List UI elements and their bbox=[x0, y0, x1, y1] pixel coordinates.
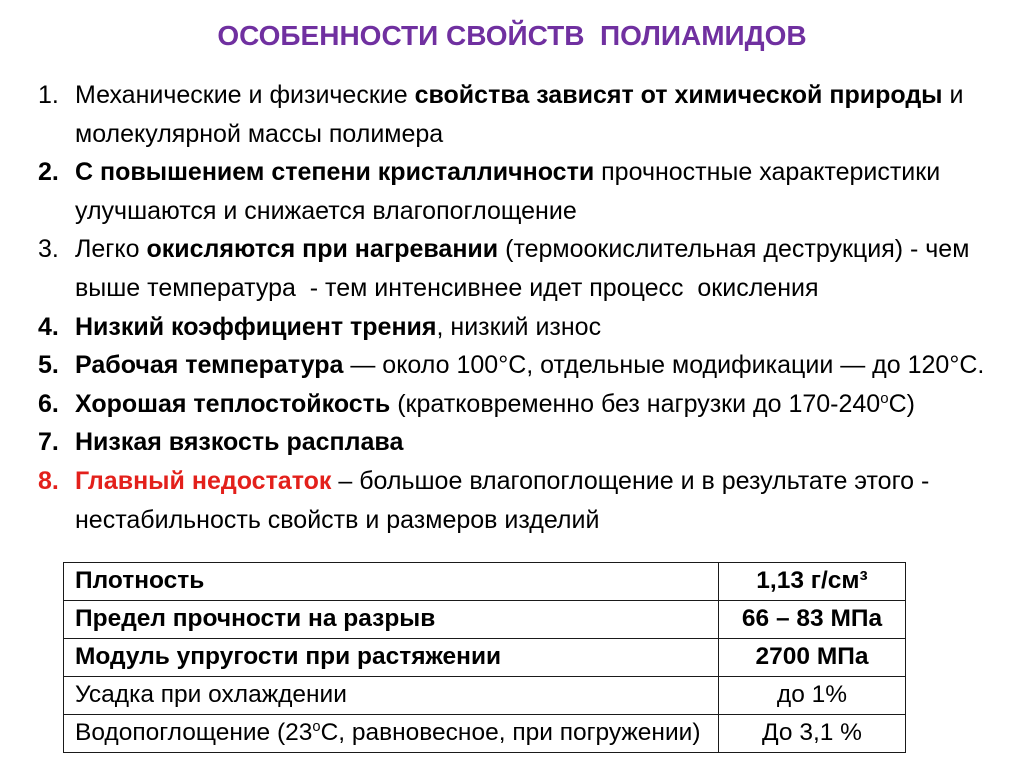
list-emphasis: Низкий коэффициент трения bbox=[75, 312, 437, 341]
list-number: 6. bbox=[38, 389, 59, 418]
list-number: 5. bbox=[38, 351, 59, 380]
list-line bbox=[75, 230, 1024, 269]
property-name: Усадка при охлаждении bbox=[75, 681, 347, 709]
list-text: Механические и физические bbox=[75, 81, 415, 109]
property-name: Водопоглощение (23 bbox=[75, 719, 313, 747]
table-row bbox=[64, 639, 906, 677]
property-value: До 3,1 % bbox=[762, 719, 862, 747]
list-number: 7. bbox=[38, 428, 59, 457]
property-name-cell bbox=[64, 715, 719, 753]
list-line bbox=[75, 76, 1024, 115]
list-line bbox=[75, 192, 1024, 231]
list-line bbox=[75, 269, 1024, 308]
list-text: Легко bbox=[75, 235, 147, 264]
list-item-2 bbox=[0, 153, 1024, 230]
list-item-4 bbox=[0, 308, 1024, 347]
list-text: (кратковременно без нагрузки до 170-240 bbox=[390, 389, 881, 418]
list-line bbox=[75, 385, 1024, 424]
list-line bbox=[75, 346, 1024, 385]
property-value: 1,13 г/см³ bbox=[756, 567, 868, 595]
property-name: Предел прочности на разрыв bbox=[75, 605, 436, 633]
list-emphasis: свойства зависят от химической природы bbox=[414, 81, 943, 109]
property-name: Плотность bbox=[75, 567, 205, 595]
table-row bbox=[64, 601, 906, 639]
list-emphasis: Хорошая теплостойкость bbox=[75, 389, 391, 418]
property-value-cell bbox=[719, 601, 906, 639]
list-emphasis: Рабочая температура bbox=[75, 351, 344, 380]
list-number: 3. bbox=[38, 235, 59, 264]
list-emphasis: С повышением степени кристалличности bbox=[75, 158, 595, 187]
list-line bbox=[75, 423, 1024, 462]
list-text: улучшаются и снижается влагопоглощение bbox=[75, 196, 577, 225]
list-line bbox=[75, 308, 1024, 347]
list-number: 2. bbox=[38, 158, 59, 187]
degree-mark: о bbox=[312, 719, 321, 736]
list-item-8 bbox=[0, 462, 1024, 539]
list-item-1 bbox=[0, 76, 1024, 153]
list-line bbox=[75, 153, 1024, 192]
list-item-7 bbox=[0, 423, 1024, 462]
slide-title: ОСОБЕННОСТИ СВОЙСТВ ПОЛИАМИДОВ bbox=[217, 20, 807, 51]
list-number: 4. bbox=[38, 312, 59, 341]
list-text: – большое влагопоглощение и в результате этого - bbox=[331, 466, 930, 495]
list-text: прочностные характеристики bbox=[594, 158, 941, 187]
list-text: молекулярной массы полимера bbox=[75, 119, 444, 148]
property-name-cell bbox=[64, 601, 719, 639]
list-text: выше температура - тем интенсивнее идет процесс окисления bbox=[75, 273, 819, 302]
list-text: (термоокислительная деструкция) - чем bbox=[498, 235, 970, 264]
list-warning: Главный недостаток bbox=[75, 466, 332, 495]
property-name: Модуль упругости при растяжении bbox=[75, 643, 502, 671]
list-text: С) bbox=[888, 389, 915, 418]
table-row bbox=[64, 677, 906, 715]
property-name-cell bbox=[64, 563, 719, 601]
list-emphasis: окисляются при нагревании bbox=[146, 235, 499, 264]
list-number: 8. bbox=[38, 466, 59, 495]
property-value-cell bbox=[719, 639, 906, 677]
list-text: и bbox=[942, 81, 964, 109]
list-line bbox=[75, 462, 1024, 501]
property-value: до 1% bbox=[776, 681, 848, 709]
property-name-cell bbox=[64, 677, 719, 715]
property-name-cell bbox=[64, 639, 719, 677]
list-number: 1. bbox=[38, 81, 59, 109]
table-row bbox=[64, 715, 906, 753]
property-value: 2700 МПа bbox=[755, 643, 869, 671]
properties-table bbox=[63, 562, 906, 753]
list-line bbox=[75, 115, 1024, 154]
list-item-5 bbox=[0, 346, 1024, 385]
list-text: , низкий износ bbox=[436, 312, 602, 341]
list-item-6 bbox=[0, 385, 1024, 424]
property-value-cell bbox=[719, 677, 906, 715]
property-value-cell bbox=[719, 563, 906, 601]
properties-list bbox=[0, 76, 1024, 539]
list-text: нестабильность свойств и размеров изделий bbox=[75, 505, 600, 534]
property-name: С, равновесное, при погружении) bbox=[320, 719, 701, 747]
table-row bbox=[64, 563, 906, 601]
list-line bbox=[75, 501, 1024, 540]
list-item-3 bbox=[0, 230, 1024, 307]
property-value-cell bbox=[719, 715, 906, 753]
degree-mark: о bbox=[880, 389, 889, 407]
property-value: 66 – 83 МПа bbox=[741, 605, 883, 633]
list-emphasis: Низкая вязкость расплава bbox=[75, 428, 404, 457]
list-text: — около 100°С, отдельные модификации — до 120°С. bbox=[343, 351, 985, 380]
